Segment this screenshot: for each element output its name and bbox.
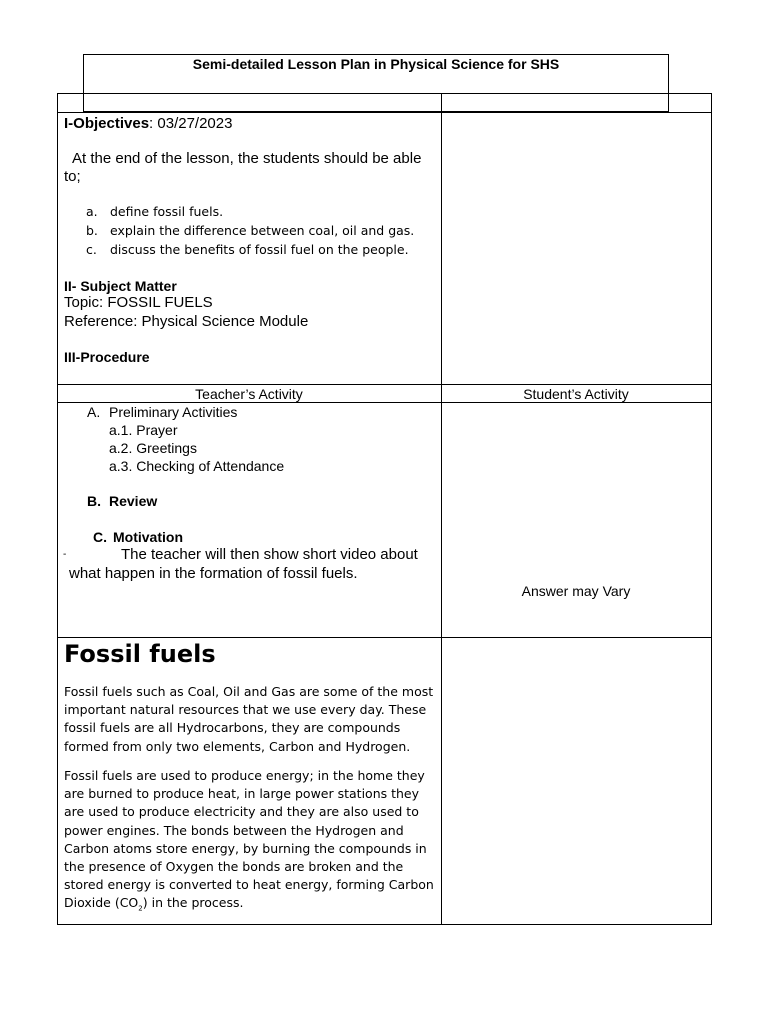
motivation-line2: what happen in the formation of fossil fuels. — [69, 565, 358, 582]
preliminary-item: a.1. Prayer — [109, 422, 178, 438]
table-border-right — [711, 93, 712, 925]
motivation-bullet: - — [63, 549, 67, 560]
teacher-activity-header: Teacher’s Activity — [195, 386, 303, 402]
reference-line: Reference: Physical Science Module — [64, 313, 309, 330]
subject-matter-heading: II- Subject Matter — [64, 278, 177, 294]
objectives-list — [86, 203, 414, 259]
table-row-divider-1 — [57, 112, 712, 113]
student-answer: Answer may Vary — [521, 583, 631, 599]
list-marker: b. — [86, 222, 98, 238]
table-border-left — [57, 93, 58, 925]
table-border-bottom — [57, 924, 712, 925]
fossil-paragraph-2-end: ) in the process. — [142, 895, 244, 911]
objective-item — [86, 203, 414, 222]
review-label: B. — [87, 493, 101, 509]
table-column-divider — [441, 93, 442, 925]
objectives-line — [64, 115, 232, 133]
student-activity-header: Student’s Activity — [523, 386, 629, 402]
preliminary-item: a.2. Greetings — [109, 440, 197, 456]
review-heading: Review — [109, 493, 158, 509]
fossil-paragraph-1: Fossil fuels such as Coal, Oil and Gas are some of the most important natural resources that we use every day. These fossil fuels are all Hydrocarbons, they are compounds formed from only two elements, Carbon and Hydrogen. — [64, 684, 434, 754]
topic-line: Topic: FOSSIL FUELS — [64, 294, 213, 311]
procedure-heading: III-Procedure — [64, 349, 150, 365]
fossil-fuels-heading: Fossil fuels — [64, 640, 216, 668]
objective-item — [86, 241, 414, 260]
motivation-line1: The teacher will then show short video about — [121, 546, 418, 563]
table-border-top — [57, 93, 712, 94]
preliminary-item: a.3. Checking of Attendance — [109, 458, 285, 474]
preliminary-heading: Preliminary Activities — [109, 404, 238, 420]
co2-subscript: 2 — [138, 904, 143, 913]
objectives-heading: I-Objectives — [64, 115, 150, 132]
objective-item — [86, 222, 414, 241]
objective-text: define fossil fuels. — [110, 204, 224, 219]
document-title: Semi-detailed Lesson Plan in Physical Science for SHS — [192, 56, 560, 72]
motivation-heading: Motivation — [113, 529, 183, 545]
objectives-intro-line2: to; — [64, 168, 81, 185]
objectives-intro-line1: At the end of the lesson, the students should be able — [72, 150, 422, 167]
fossil-paragraph-2 — [64, 767, 436, 918]
objectives-date: : 03/27/2023 — [149, 115, 233, 132]
fossil-paragraph-2-main: Fossil fuels are used to produce energy; in the home they are burned to produce heat, in large power stations they are used to produce electricity and they are also used to power engines. The bonds between the Hydrogen and Carbon atoms store energy, by burning the compounds in the presence of Oxygen the bonds are broken and the stored energy is converted to heat energy, forming Carbon Dioxide (CO — [64, 768, 434, 911]
preliminary-label: A. — [87, 404, 101, 420]
list-marker: a. — [86, 204, 98, 219]
objective-text: discuss the benefits of fossil fuel on the people. — [110, 241, 409, 257]
motivation-label: C. — [93, 529, 107, 545]
objective-text: explain the difference between coal, oil and gas. — [110, 222, 415, 238]
list-marker: c. — [86, 241, 97, 257]
